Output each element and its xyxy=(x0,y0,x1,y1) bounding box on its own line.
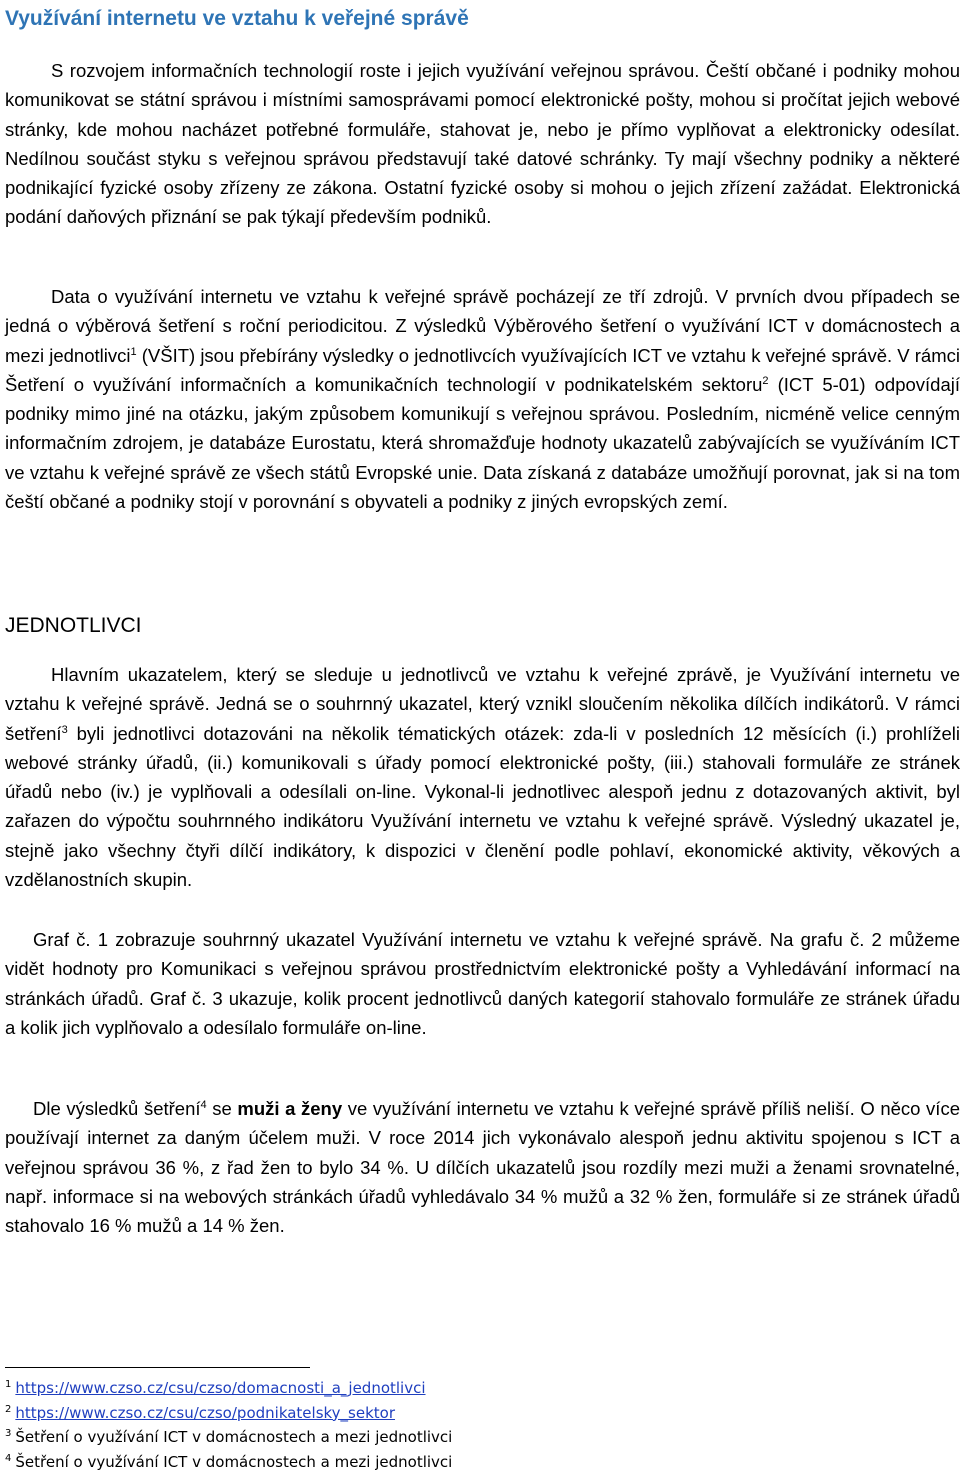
footnote-link[interactable]: https://www.czso.cz/csu/czso/domacnosti_a_jednotlivci xyxy=(15,1379,426,1397)
footnote-number: 2 xyxy=(5,1403,12,1415)
bold-emphasis: muži a ženy xyxy=(237,1098,343,1119)
footnote-number: 1 xyxy=(5,1379,12,1390)
paragraph-text: (VŠIT) jsou přebírány výsledky o jednotlivcích využívajících ICT ve vztahu k veřejné správě. V rámci Šetření o využívání informačních a komunikačních technologií v podnikatelském sektoru xyxy=(5,344,960,395)
main-indicator-paragraph xyxy=(5,660,960,894)
footnote-ref-4: 4 xyxy=(200,1098,207,1111)
footnote-ref-1: 1 xyxy=(130,345,137,358)
intro-paragraph: S rozvojem informačních technologií roste i jejich využívání veřejnou správou. Čeští občané i podniky mohou komunikovat se státní správou i místními samosprávami pomocí elektronické pošty, mohou si pročítat jejich webové stránky, kde mohou nacházet potřebné formuláře, stahovat je, nebo je přímo vyplňovat a elektronicky odesílat. Nedílnou součást styku s veřejnou správou představují také datové schránky. Ty mají všechny podniky a některé podnikající fyzické osoby zřízeny ze zákona. Ostatní fyzické osoby si mohou o jejich zřízení zažádat. Elektronická podání daňových přiznání se pak týkají především podniků. xyxy=(5,60,960,228)
section-heading-jednotlivci: JEDNOTLIVCI xyxy=(5,614,142,637)
footnote-1 xyxy=(5,1376,452,1401)
footnote-number: 3 xyxy=(5,1428,12,1439)
paragraph-text: (ICT 5-01) odpovídají podniky mimo jiné na otázku, jakým způsobem komunikují s veřejnou správou. Posledním, nicméně velice cenným informačním zdrojem, je databáze Eurostatu, která shromažďuje hodnoty ukazatelů zabývajících se využíváním ICT ve vztahu k veřejné správě ze všech států Evropské unie. Data získaná z databáze umožňují porovnat, jak si na tom čeští občané a podniky stojí v porovnání s obyvateli a podniky z jiných evropských zemí. xyxy=(5,373,960,513)
footnote-separator xyxy=(5,1367,310,1368)
page-title: Využívání internetu ve vztahu k veřejné správě xyxy=(5,7,469,30)
paragraph-text: Hlavním ukazatelem, který se sleduje u jednotlivců ve vztahu k veřejné zprávě, je Využívání internetu ve vztahu k veřejné správě. Jedná se o souhrnný ukazatel, který vznikl sloučením několika dílčích indikátorů. V rámci šetření xyxy=(5,664,960,744)
paragraph-text: byli jednotlivci dotazováni na několik tématických otázek: zda-li v posledních 12 měsících (i.) prohlíželi webové stránky úřadů, (ii.) komunikovali s úřady pomocí elektronické pošty, (iii.) stahovali formuláře ze stránek úřadů nebo (iv.) je vyplňovali a odesílali on-line. Vykonal-li jednotlivec alespoň jednu z dotazovaných aktivit, byl zařazen do výpočtu souhrnného indikátoru Využívání internetu ve vztahu k veřejné správě. Výsledný ukazatel je, stejně jako všechny čtyři dílčí indikátory, k dispozici v členění podle pohlaví, ekonomické aktivity, věkových a vzdělanostních skupin. xyxy=(5,722,960,891)
footnote-text: Šetření o využívání ICT v domácnostech a mezi jednotlivci xyxy=(15,1452,453,1471)
footnote-ref-3: 3 xyxy=(61,723,68,736)
paragraph-text: ve využívání internetu ve vztahu k veřejné správě příliš neliší. O něco více používají internet za daným účelem muži. V roce 2014 jich vykonávalo alespoň jednu aktivitu spojenou s ICT a veřejnou správou 36 %, z řad žen to bylo 34 %. U dílčích ukazatelů jsou rozdíly mezi muži a ženami srovnatelné, např. informace si na webových stránkách úřadů vyhledávalo 34 % mužů a 32 % žen, formuláře si ze stránek úřadů stahovalo 16 % mužů a 14 % žen. xyxy=(5,1098,960,1237)
footnotes xyxy=(5,1376,452,1474)
footnote-ref-2: 2 xyxy=(762,374,769,387)
footnote-3 xyxy=(5,1425,452,1450)
data-sources-paragraph xyxy=(5,282,960,516)
footnote-2 xyxy=(5,1401,452,1426)
footnote-link[interactable]: https://www.czso.cz/csu/czso/podnikatelsky_sektor xyxy=(15,1403,396,1422)
gender-results-paragraph xyxy=(5,1094,960,1240)
charts-description-paragraph: Graf č. 1 zobrazuje souhrnný ukazatel Využívání internetu ve vztahu k veřejné správě. Na grafu č. 2 můžeme vidět hodnoty pro Komunikaci s veřejnou správou prostřednictvím elektronické pošty a Vyhledávání informací na stránkách úřadů. Graf č. 3 ukazuje, kolik procent jednotlivců daných kategorií stahovalo formuláře ze stránek úřadu a kolik jich vyplňovalo a odesílalo formuláře on-line. xyxy=(5,929,960,1038)
paragraph-text: Data o využívání internetu ve vztahu k veřejné správě pocházejí ze tří zdrojů. V prvních dvou případech se jedná o výběrová šetření s roční periodicitou. Z výsledků Výběrového šetření o využívání ICT v domácnostech a mezi jednotlivci xyxy=(5,286,960,366)
paragraph-text: Dle výsledků šetření xyxy=(33,1098,201,1119)
footnote-text: Šetření o využívání ICT v domácnostech a mezi jednotlivci xyxy=(15,1428,453,1446)
paragraph-text: se xyxy=(206,1098,238,1119)
footnote-4 xyxy=(5,1450,452,1475)
footnote-number: 4 xyxy=(5,1452,12,1464)
